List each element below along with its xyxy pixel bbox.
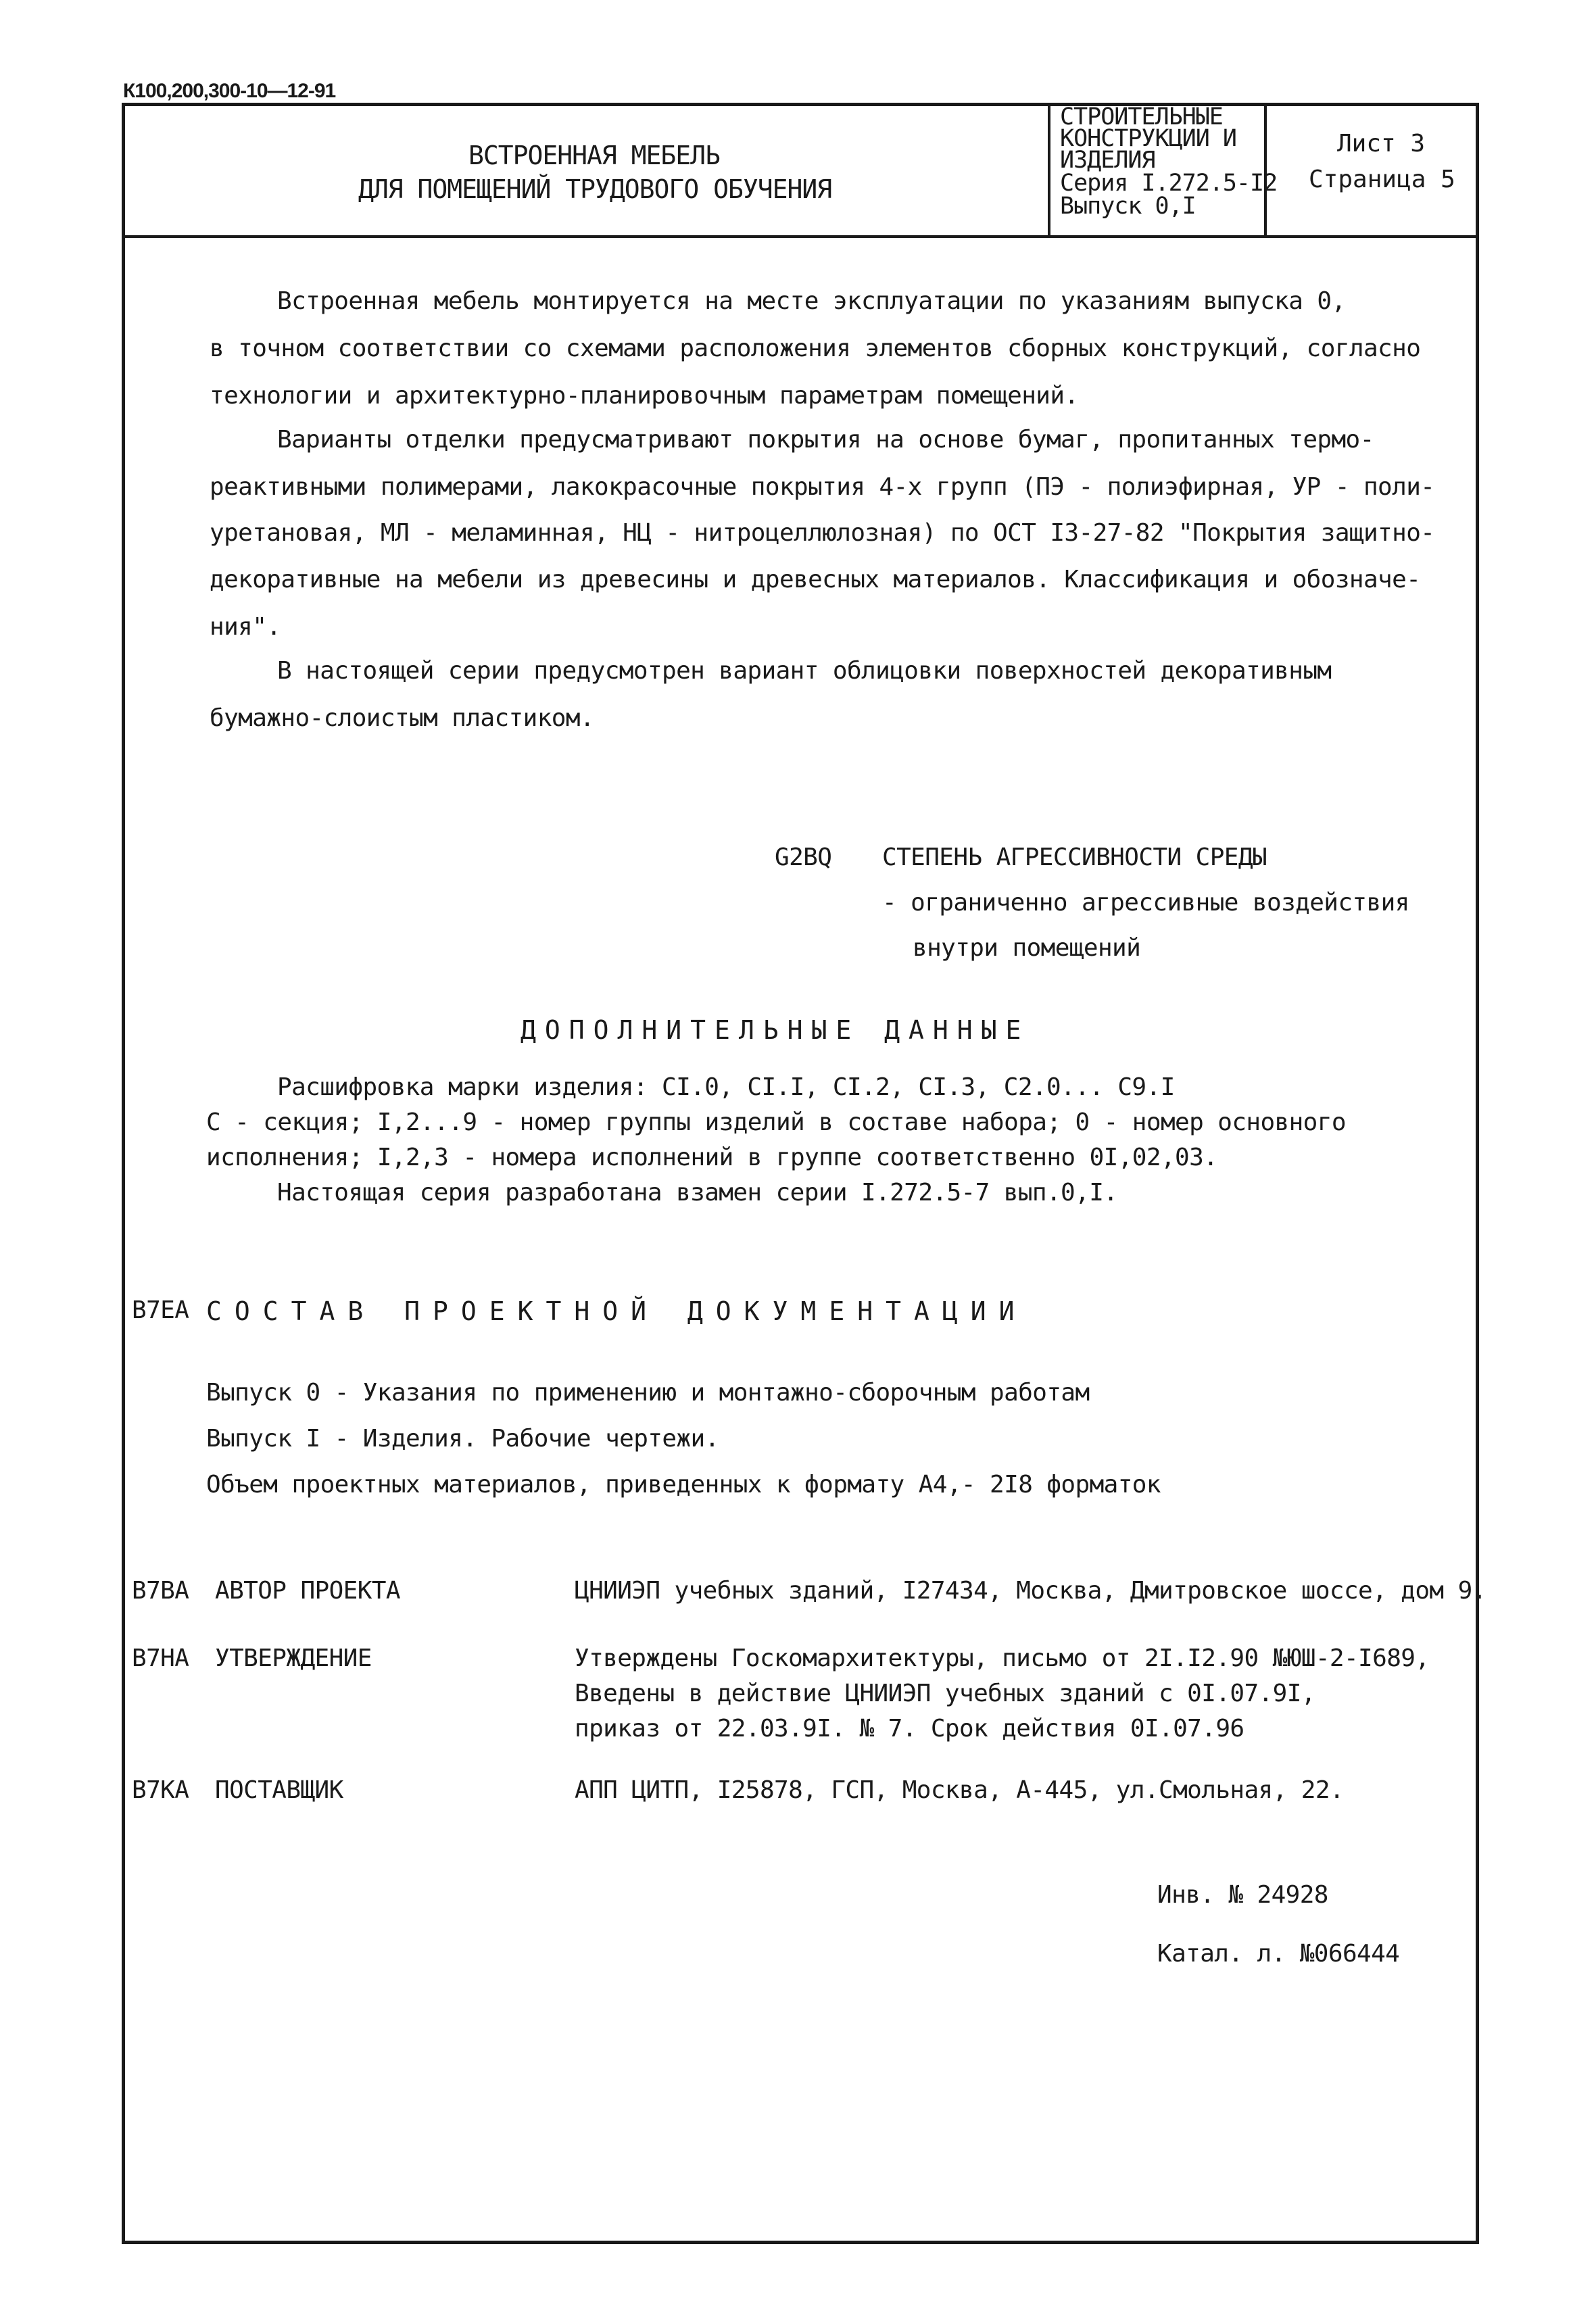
docs-heading: СОСТАВ ПРОЕКТНОЙ ДОКУМЕНТАЦИИ bbox=[206, 1296, 1027, 1326]
document-frame bbox=[122, 103, 1479, 2244]
header-divider-left bbox=[1048, 103, 1050, 237]
title-line-1: ВСТРОЕННАЯ МЕБЕЛЬ bbox=[468, 141, 720, 170]
extra-line: С - секция; I,2...9 - номер группы изделий в составе набора; 0 - номер основного bbox=[206, 1108, 1346, 1136]
title-line-2: ДЛЯ ПОМЕЩЕНИЙ ТРУДОВОГО ОБУЧЕНИЯ bbox=[358, 174, 832, 204]
author-value: ЦНИИЭП учебных зданий, I27434, Москва, Дмитровское шоссе, дом 9. bbox=[575, 1577, 1486, 1605]
supplier-code: B7KA bbox=[132, 1776, 189, 1804]
intro-line: декоративные на мебели из древесины и древесных материалов. Классификация и обозначе- bbox=[210, 566, 1421, 593]
aggression-line: внутри помещений bbox=[913, 934, 1141, 962]
supplier-value: АПП ЦИТП, I25878, ГСП, Москва, А-445, ул.Смольная, 22. bbox=[575, 1776, 1344, 1804]
series-line-1: СТРОИТЕЛЬНЫЕ bbox=[1060, 103, 1223, 130]
extra-data-heading: ДОПОЛНИТЕЛЬНЫЕ ДАННЫЕ bbox=[521, 1015, 1030, 1045]
extra-line: исполнения; I,2,3 - номера исполнений в группе соответственно 0I,02,03. bbox=[206, 1144, 1218, 1171]
sheet-number: Лист 3 bbox=[1337, 130, 1426, 157]
extra-line: Настоящая серия разработана взамен серии I.272.5-7 вып.0,I. bbox=[277, 1179, 1118, 1207]
intro-line: технологии и архитектурно-планировочным параметрам помещений. bbox=[210, 382, 1079, 410]
aggression-title: СТЕПЕНЬ АГРЕССИВНОСТИ СРЕДЫ bbox=[882, 844, 1267, 871]
header-divider bbox=[122, 235, 1479, 238]
docs-line: Выпуск 0 - Указания по применению и монтажно-сборочным работам bbox=[206, 1379, 1090, 1407]
intro-line: В настоящей серии предусмотрен вариант облицовки поверхностей декоративным bbox=[277, 657, 1332, 685]
intro-line: ния". bbox=[210, 613, 281, 641]
intro-line: уретановая, МЛ - меламинная, НЦ - нитроцеллюлозная) по ОСТ I3-27-82 "Покрытия защитно- bbox=[210, 519, 1435, 547]
docs-line: Объем проектных материалов, приведенных к формату А4,- 2I8 форматок bbox=[206, 1471, 1161, 1498]
page-number: Страница 5 bbox=[1309, 166, 1455, 193]
series-line-3: ИЗДЕЛИЯ bbox=[1060, 147, 1155, 174]
inventory-number: Инв. № 24928 bbox=[1157, 1881, 1328, 1909]
aggression-code: G2BQ bbox=[775, 844, 832, 871]
issue-number: Выпуск 0,I bbox=[1060, 193, 1196, 220]
aggression-line: - ограниченно агрессивные воздействия bbox=[882, 889, 1409, 917]
series-line-2: КОНСТРУКЦИИ И bbox=[1060, 125, 1236, 152]
author-label: АВТОР ПРОЕКТА bbox=[215, 1577, 400, 1605]
series-number: Серия I.272.5-I2 bbox=[1060, 170, 1278, 197]
intro-line: в точном соответствии со схемами расположения элементов сборных конструкций, согласно bbox=[210, 335, 1421, 362]
intro-line: реактивными полимерами, лакокрасочные покрытия 4-х групп (ПЭ - полиэфирная, УР - поли- bbox=[210, 473, 1435, 501]
approval-line: Введены в действие ЦНИИЭП учебных зданий с 0I.07.9I, bbox=[575, 1680, 1315, 1707]
docs-line: Выпуск I - Изделия. Рабочие чертежи. bbox=[206, 1425, 719, 1453]
extra-line: Расшифровка марки изделия: CI.0, CI.I, CI.2, CI.3, C2.0... C9.I bbox=[277, 1073, 1175, 1101]
approval-label: УТВЕРЖДЕНИЕ bbox=[215, 1644, 372, 1672]
intro-line: бумажно-слоистым пластиком. bbox=[210, 704, 594, 732]
supplier-label: ПОСТАВЩИК bbox=[215, 1776, 343, 1804]
document-code: К100,200,300-10—12-91 bbox=[123, 80, 336, 102]
catalog-number: Катал. л. №066444 bbox=[1157, 1940, 1400, 1968]
approval-line: приказ от 22.03.9I. № 7. Срок действия 0I.07.96 bbox=[575, 1715, 1244, 1743]
docs-code: B7EA bbox=[132, 1296, 189, 1324]
approval-code: B7HA bbox=[132, 1644, 189, 1672]
author-code: B7BA bbox=[132, 1577, 189, 1605]
approval-line: Утверждены Госкомархитектуры, письмо от 2I.I2.90 №ЮШ-2-I689, bbox=[575, 1644, 1430, 1672]
intro-line: Встроенная мебель монтируется на месте эксплуатации по указаниям выпуска 0, bbox=[277, 287, 1346, 315]
intro-line: Варианты отделки предусматривают покрытия на основе бумаг, пропитанных термо- bbox=[277, 426, 1374, 454]
